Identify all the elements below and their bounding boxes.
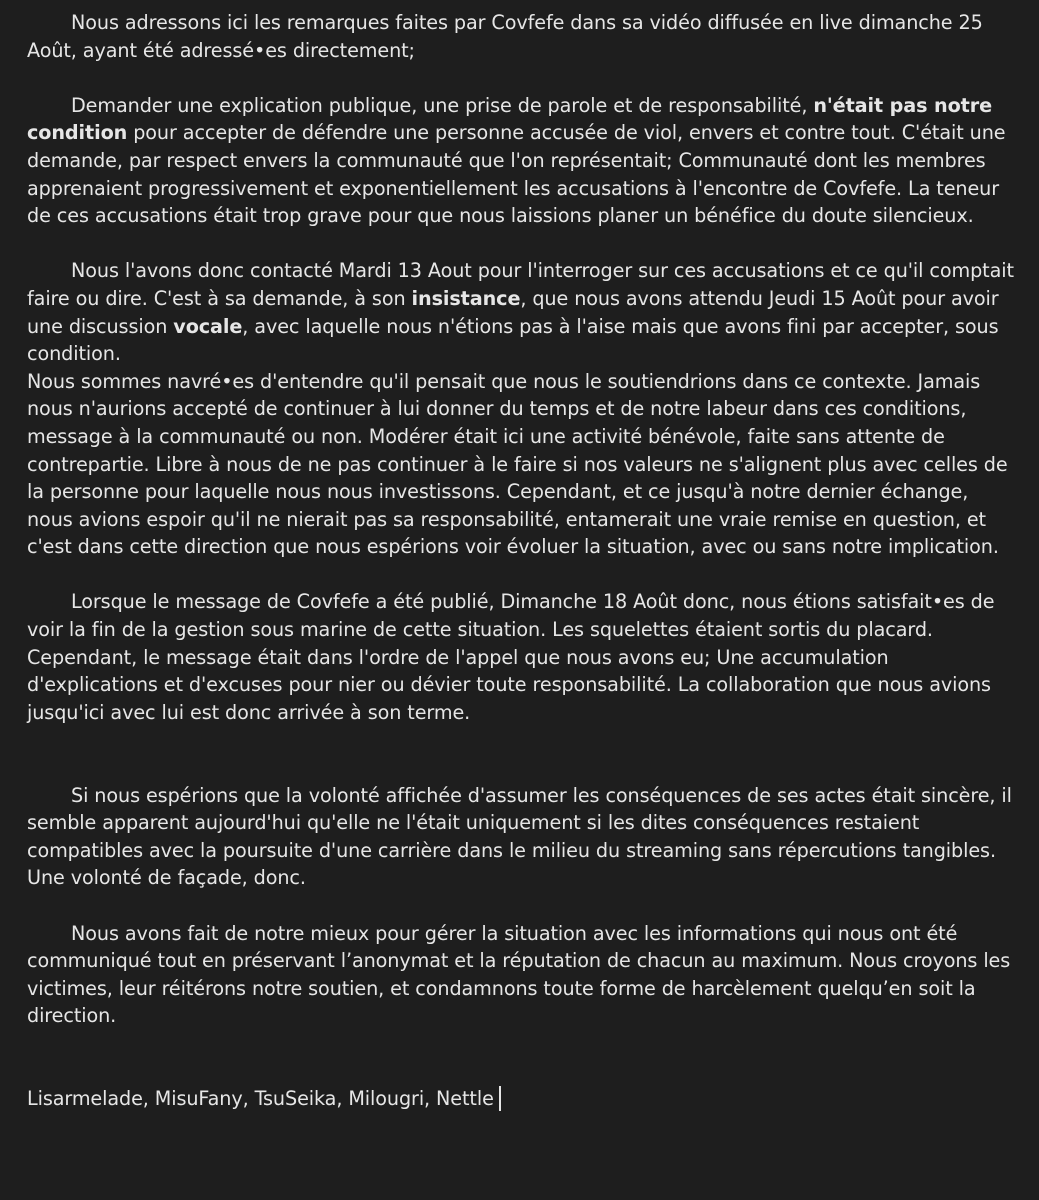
signature-line (27, 1085, 1019, 1113)
signature-text: Lisarmelade, MisuFany, TsuSeika, Milougri, Nettle (27, 1087, 494, 1111)
text-run: Demander une explication publique, une prise de parole et de responsabilité, (71, 93, 814, 117)
paragraph-5 (27, 782, 1019, 892)
text-cursor (499, 1086, 501, 1111)
blank-line (27, 230, 1019, 258)
text-run: Si nous espérions que la volonté affichée d'assumer les conséquences de ses actes était sincère, il semble apparent aujourd'hui qu'elle ne l'était uniquement si les dites conséquences restaient compatibles avec la poursuite d'une carrière dans le milieu du streaming sans répercutions tangibles. Une volonté de façade, donc. (27, 783, 1012, 890)
text-run: pour accepter de défendre une personne accusée de viol, envers et contre tout. C'était une demande, par respect envers la communauté que l'on représentait; Communauté dont les membres apprenaient progressivement et exponentiellement les accusations à l'encontre de Covfefe. La teneur de ces accusations était trop grave pour que nous laissions planer un bénéfice du doute silencieux. (27, 121, 1006, 228)
blank-line (27, 561, 1019, 589)
blank-line (27, 64, 1019, 92)
bold-text: n'était pas notre condition (27, 93, 993, 145)
text-run: Nous avons fait de notre mieux pour gérer la situation avec les informations qui nous ont été communiqué tout en préservant l’anonymat et la réputation de chacun au maximum. Nous croyons les victimes, leur réitérons notre soutien, et condamnons toute forme de harcèlement quelqu’en soit la direction. (27, 921, 1011, 1028)
paragraph-2 (27, 92, 1019, 230)
bold-text: insistance (411, 286, 521, 310)
bold-text: vocale (173, 314, 243, 338)
text-run: Nous sommes navré•es d'entendre qu'il pensait que nous le soutiendrions dans ce contexte. Jamais nous n'aurions accepté de continuer à lui donner du temps et de notre labeur dans ces conditions, message à la communauté ou non. Modérer était ici une activité bénévole, faite sans attente de contrepartie. Libre à nous de ne pas continuer à le faire si nos valeurs ne s'alignent plus avec celles de la personne pour laquelle nous nous investissons. Cependant, et ce jusqu'à notre dernier échange, nous avions espoir qu'il ne nierait pas sa responsabilité, entamerait une vraie remise en question, et c'est dans cette direction que nous espérions voir évoluer la situation, avec ou sans notre implication. (27, 369, 1008, 559)
paragraph-4 (27, 588, 1019, 726)
text-run: Lorsque le message de Covfefe a été publié, Dimanche 18 Août donc, nous étions satisfait•es de voir la fin de la gestion sous marine de cette situation. Les squelettes étaient sortis du placard. Cependant, le message était dans l'ordre de l'appel que nous avons eu; Une accumulation d'explications et d'excuses pour nier ou dévier toute responsabilité. La collaboration que nous avions jusqu'ici avec lui est donc arrivée à son terme. (27, 590, 995, 724)
paragraph-3 (27, 257, 1019, 367)
text-run: Nous adressons ici les remarques faites par Covfefe dans sa vidéo diffusée en live dimanche 25 Août, ayant été adressé•es directement; (27, 11, 983, 62)
blank-line (27, 892, 1019, 920)
text-run: Nous l'avons donc contacté Mardi 13 Aout pour l'interroger sur ces accusations et ce qu'il comptait faire ou dire. C'est à sa demande, à son (27, 259, 1014, 310)
paragraph-6 (27, 920, 1019, 1030)
paragraph-1 (27, 9, 1019, 64)
text-run: , que nous avons attendu Jeudi 15 Août pour avoir une discussion (27, 286, 999, 338)
blank-lines (27, 1030, 1019, 1085)
paragraph-3-continued (27, 368, 1019, 561)
blank-lines (27, 726, 1019, 781)
text-run: , avec laquelle nous n'étions pas à l'aise mais que avons fini par accepter, sous condition. (27, 314, 999, 366)
